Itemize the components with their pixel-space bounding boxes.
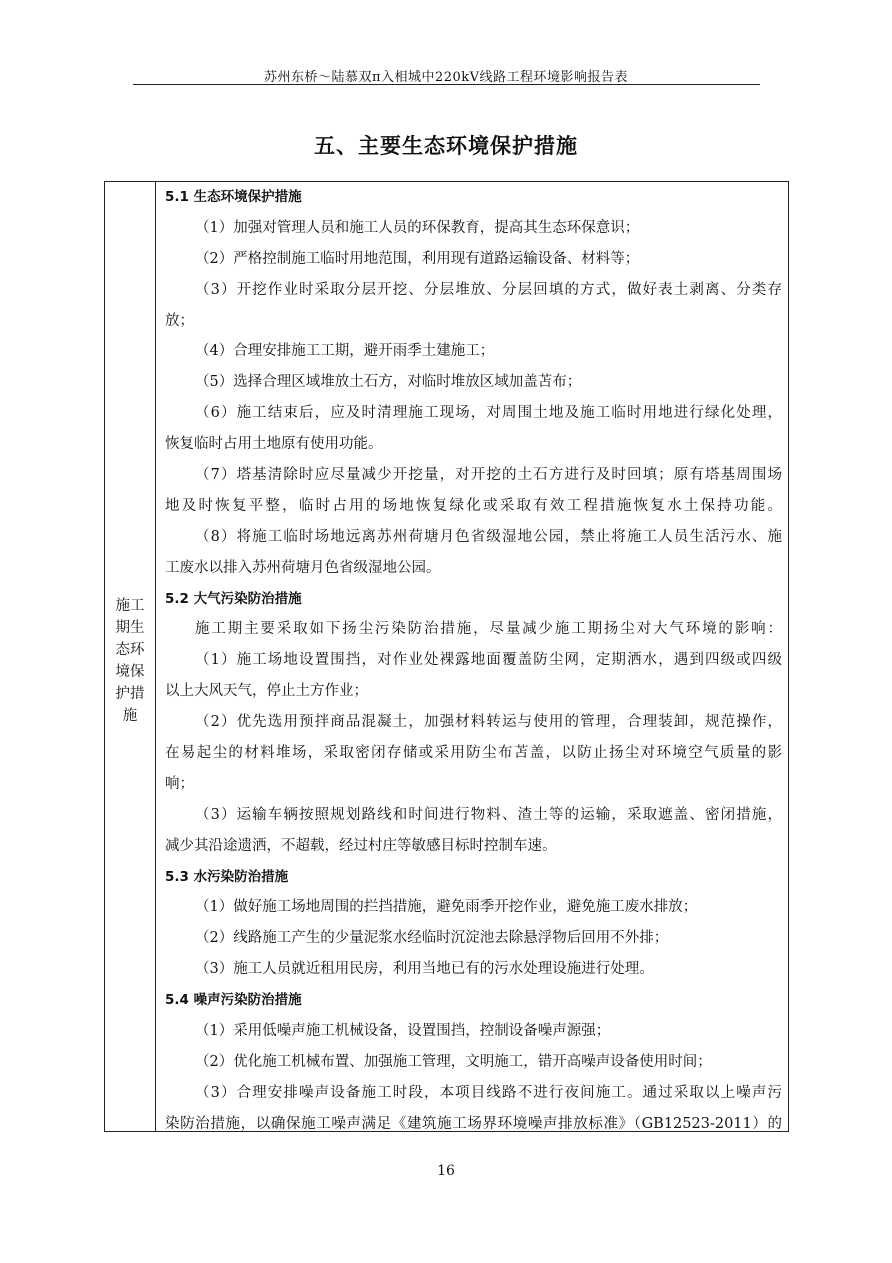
text-line: 染防治措施，以确保施工噪声满足《建筑施工场界环境噪声排放标准》（GB12523-2011）的 bbox=[165, 1115, 782, 1132]
running-header: 苏州东桥～陆慕双π入相城中220kV线路工程环境影响报告表 bbox=[263, 70, 629, 85]
text-line: 恢复临时占用土地原有使用功能。 bbox=[165, 436, 383, 453]
text-line: （2）优化施工机械布置、加强施工管理，文明施工，错开高噪声设备使用时间； bbox=[195, 1053, 712, 1070]
text-line: 响； bbox=[165, 775, 194, 792]
text-line: （3）施工人员就近租用民房，利用当地已有的污水处理设施进行处理。 bbox=[195, 961, 654, 978]
measures-table bbox=[104, 181, 789, 1132]
category-label-line: 态环 bbox=[115, 642, 145, 658]
text-line: （1）做好施工场地周围的拦挡措施，避免雨季开挖作业，避免施工废水排放； bbox=[195, 899, 698, 916]
text-line: （1）采用低噪声施工机械设备，设置围挡，控制设备噪声源强； bbox=[195, 1023, 611, 1040]
text-line: 施工期主要采取如下扬尘污染防治措施，尽量减少施工期扬尘对大气环境的影响： bbox=[195, 621, 782, 638]
subsection-heading: 5.3 水污染防治措施 bbox=[165, 868, 289, 885]
text-line: 以上大风天气，停止土方作业； bbox=[165, 683, 368, 700]
text-line: （3）运输车辆按照规划路线和时间进行物料、渣土等的运输，采取遮盖、密闭措施， bbox=[195, 806, 782, 823]
text-line: 地及时恢复平整，临时占用的场地恢复绿化或采取有效工程措施恢复水土保持功能。 bbox=[165, 497, 782, 514]
category-label-line: 施 bbox=[122, 708, 138, 724]
text-line: （2）线路施工产生的少量泥浆水经临时沉淀池去除悬浮物后回用不外排； bbox=[195, 930, 669, 947]
category-label-line: 施工 bbox=[115, 598, 145, 614]
category-label-line: 期生 bbox=[115, 620, 145, 636]
text-line: （6）施工结束后，应及时清理施工现场，对周围土地及施工临时用地进行绿化处理， bbox=[195, 405, 782, 422]
subsection-heading: 5.1 生态环境保护措施 bbox=[165, 189, 302, 205]
category-cell bbox=[105, 182, 156, 1131]
text-line: 放； bbox=[165, 312, 194, 329]
page-number: 16 bbox=[437, 1163, 455, 1179]
text-line: （4）合理安排施工工期，避开雨季土建施工； bbox=[195, 343, 495, 360]
text-line: （5）选择合理区域堆放土石方，对临时堆放区域加盖苫布； bbox=[195, 374, 582, 391]
category-label-line: 护措 bbox=[115, 686, 145, 702]
text-line: （2）优先选用预拌商品混凝土，加强材料转运与使用的管理，合理装卸，规范操作， bbox=[195, 714, 782, 731]
text-line: （7）塔基清除时应尽量减少开挖量，对开挖的土石方进行及时回填；原有塔基周围场 bbox=[195, 467, 782, 484]
text-line: （3）合理安排噪声设备施工时段，本项目线路不进行夜间施工。通过采取以上噪声污 bbox=[195, 1084, 782, 1101]
text-line: （3）开挖作业时采取分层开挖、分层堆放、分层回填的方式，做好表土剥离、分类存 bbox=[195, 281, 782, 298]
text-line: 减少其沿途遗洒，不超载，经过村庄等敏感目标时控制车速。 bbox=[165, 837, 557, 854]
text-line: （1）施工场地设置围挡，对作业处裸露地面覆盖防尘网，定期洒水，遇到四级或四级 bbox=[195, 652, 782, 669]
section-title: 五、主要生态环境保护措施 bbox=[314, 134, 578, 158]
text-line: 工废水以排入苏州荷塘月色省级湿地公园。 bbox=[165, 559, 441, 576]
measures-content bbox=[157, 182, 788, 1140]
category-label bbox=[105, 595, 155, 727]
subsection-heading: 5.4 噪声污染防治措施 bbox=[165, 992, 302, 1009]
text-line: （8）将施工临时场地远离苏州荷塘月色省级湿地公园，禁止将施工人员生活污水、施 bbox=[195, 528, 782, 545]
header-rule bbox=[133, 84, 760, 85]
text-line: （1）加强对管理人员和施工人员的环保教育，提高其生态环保意识； bbox=[195, 219, 640, 236]
text-line: （2）严格控制施工临时用地范围，利用现有道路运输设备、材料等； bbox=[195, 250, 640, 267]
text-line: 在易起尘的材料堆场，采取密闭存储或采用防尘布苫盖，以防止扬尘对环境空气质量的影 bbox=[165, 745, 782, 762]
category-label-line: 境保 bbox=[115, 664, 145, 680]
subsection-heading: 5.2 大气污染防治措施 bbox=[165, 590, 302, 607]
